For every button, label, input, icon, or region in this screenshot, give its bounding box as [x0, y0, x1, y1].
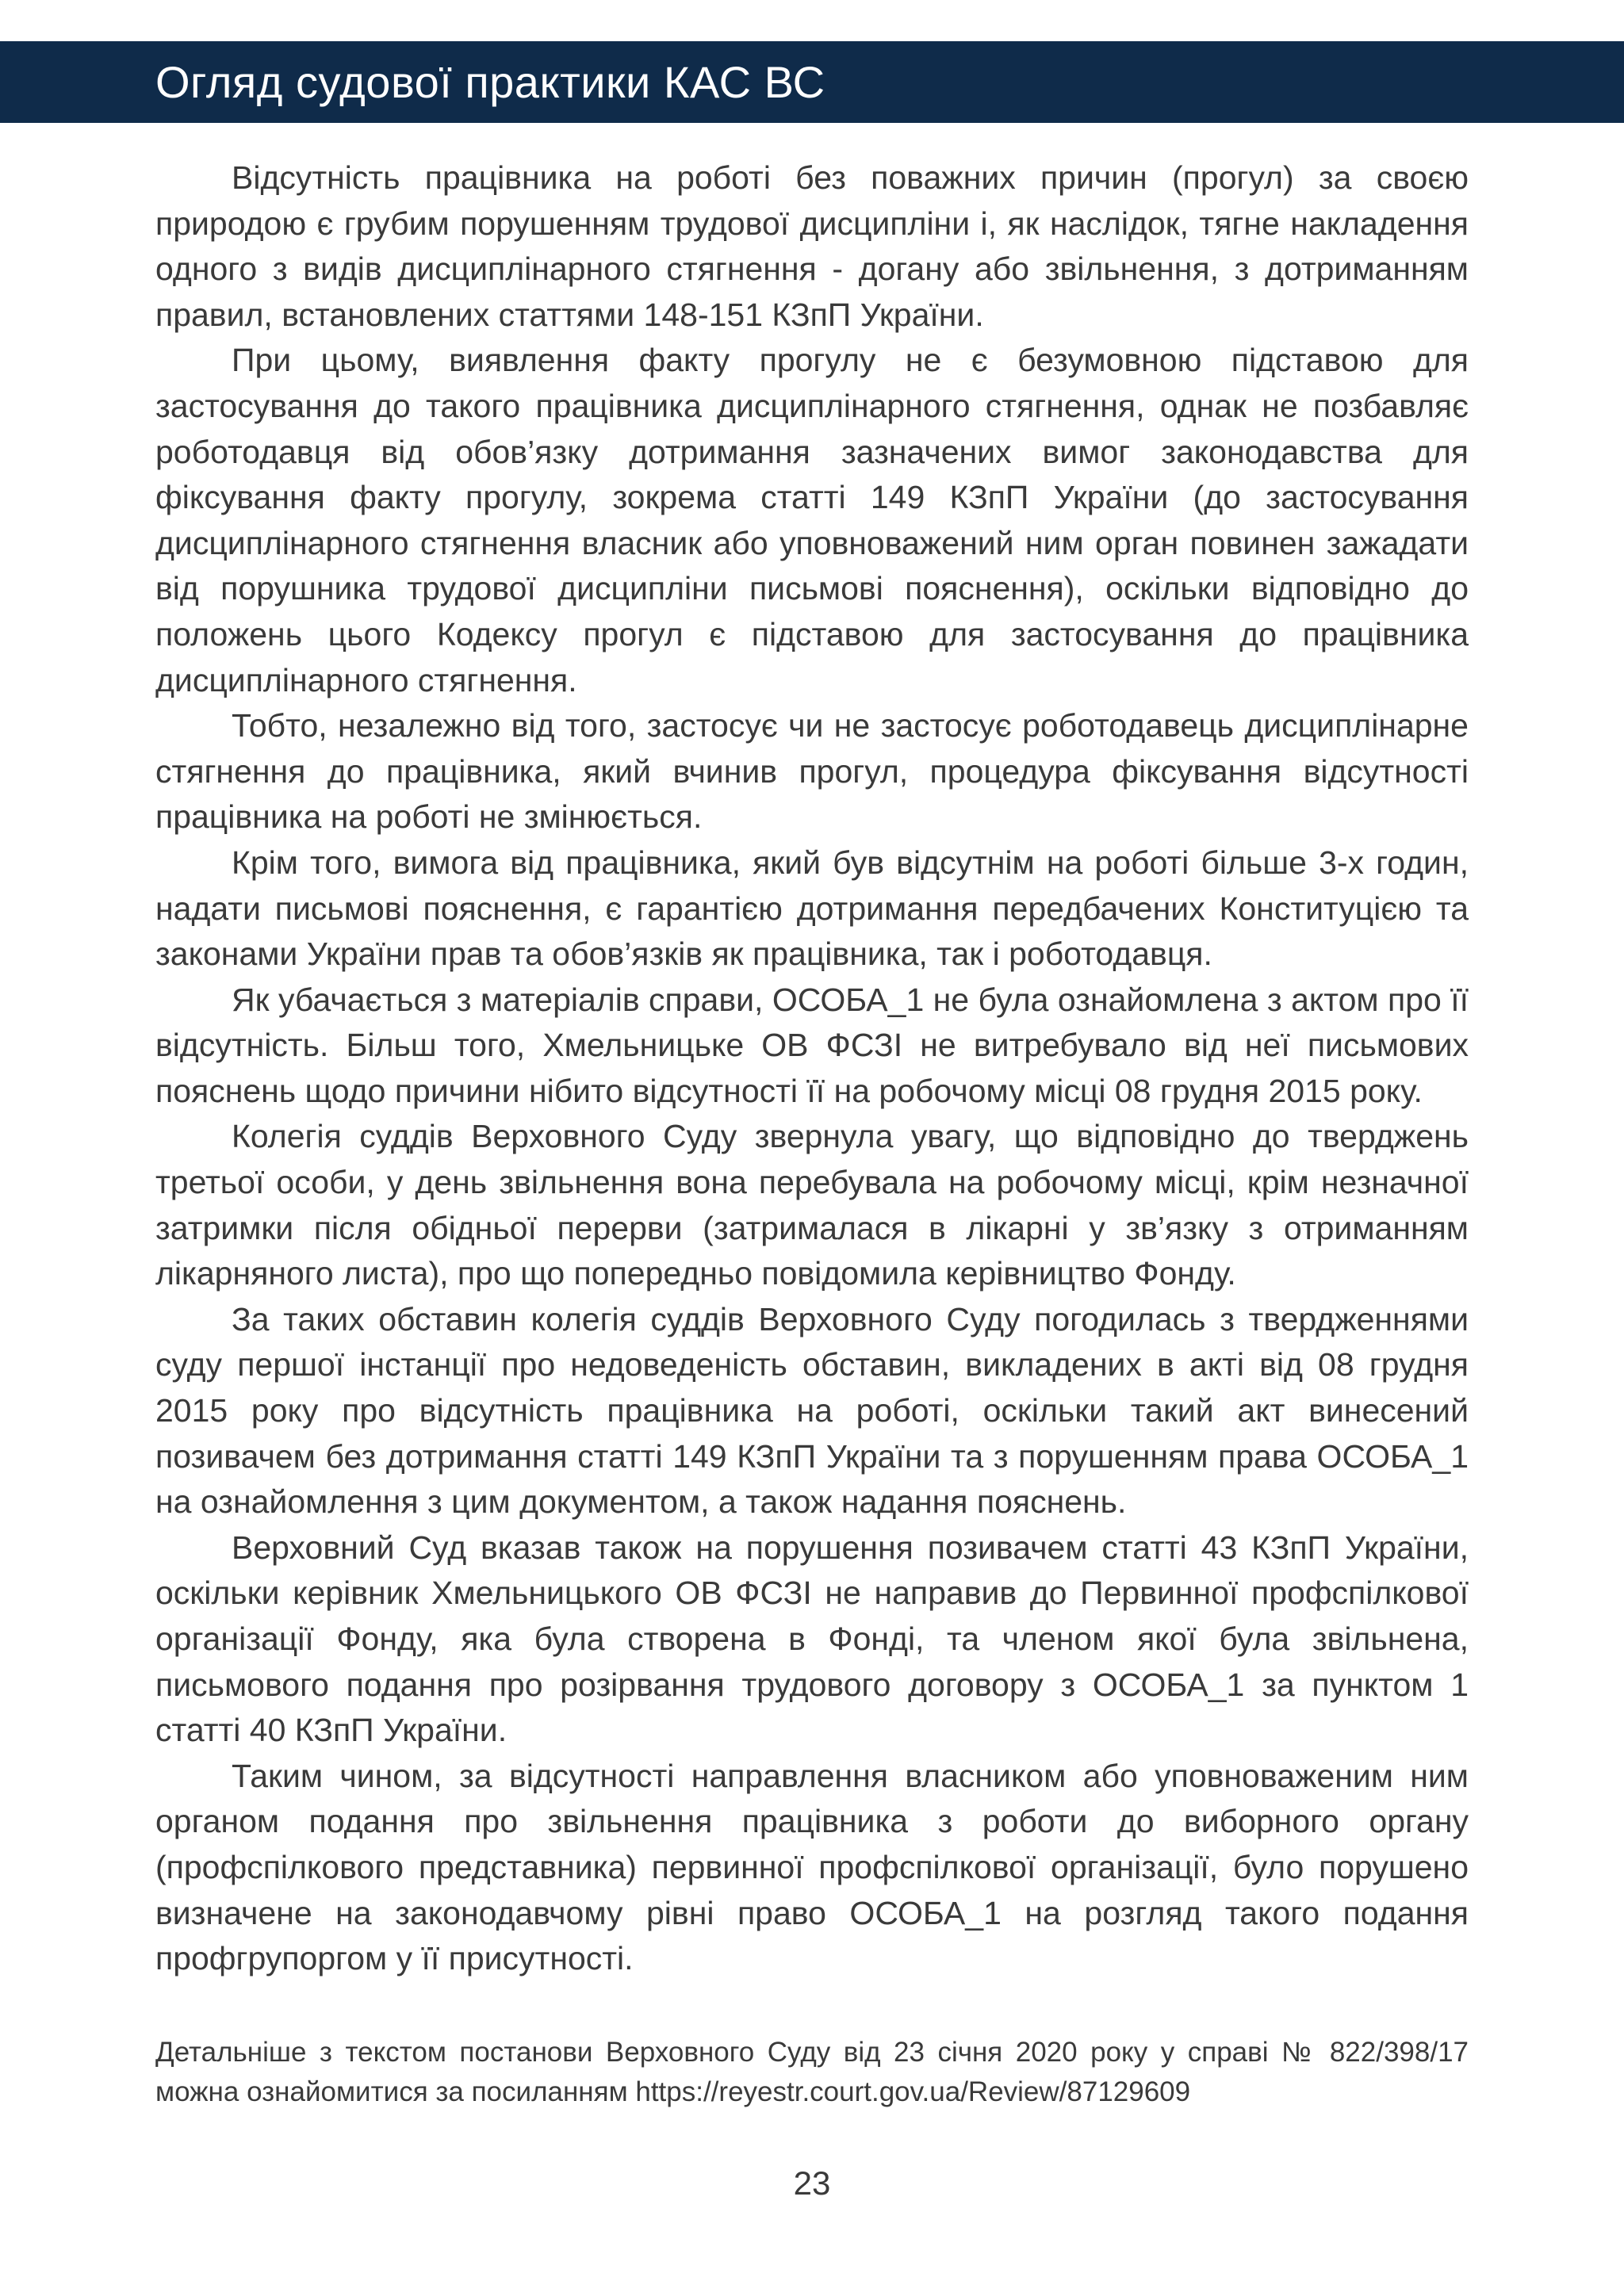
- paragraph: Верховний Суд вказав також на порушення позивачем статті 43 КЗпП України, оскільки керівник Хмельницького ОВ ФСЗІ не направив до Первинної профспілкової організації Фонду, яка була створена в Фонді, та членом якої була звільнена, письмового подання про розірвання трудового договору з ОСОБА_1 за пунктом 1 статті 40 КЗпП України.: [155, 1529, 1469, 1749]
- paragraph: Колегія суддів Верховного Суду звернула увагу, що відповідно до тверджень третьої особи, у день звільнення вона перебувала на робочому місці, крім незначної затримки після обідньої перерви (затрималася в лікарні у зв’язку з отриманням лікарняного листа), про що попередньо повідомила керівництво Фонду.: [155, 1118, 1469, 1292]
- footnote: Детальніше з текстом постанови Верховного Суду від 23 січня 2020 року у справі № 822/398/17 можна ознайомитися за посиланням https://reyestr.court.gov.ua/Review/87129609: [155, 2037, 1469, 2107]
- paragraph: Крім того, вимога від працівника, який був відсутнім на роботі більше 3-х годин, надати письмові пояснення, є гарантією дотримання передбачених Конституцією та законами України прав та обов’язків як працівника, так і роботодавця.: [155, 844, 1469, 973]
- header-title: Огляд судової практики КАС ВС: [155, 57, 825, 107]
- page-number: 23: [793, 2164, 831, 2202]
- page-header: [0, 41, 1624, 123]
- paragraph: Як убачається з матеріалів справи, ОСОБА_1 не була ознайомлена з актом про її відсутність. Більш того, Хмельницьке ОВ ФСЗІ не витребувало від неї письмових пояснень щодо причини нібито відсутності її на робочому місці 08 грудня 2015 року.: [155, 981, 1469, 1109]
- paragraph: Відсутність працівника на роботі без поважних причин (прогул) за своєю природою є грубим порушенням трудової дисципліни і, як наслідок, тягне накладення одного з видів дисциплінарного стягнення - догану або звільнення, з дотриманням правил, встановлених статтями 148-151 КЗпП України.: [155, 159, 1469, 333]
- body-text: [155, 155, 1469, 1982]
- paragraph: При цьому, виявлення факту прогулу не є безумовною підставою для застосування до такого працівника дисциплінарного стягнення, однак не позбавляє роботодавця від обов’язку дотримання зазначених вимог законодавства для фіксування факту прогулу, зокрема статті 149 КЗпП України (до застосування дисциплінарного стягнення власник або уповноважений ним орган повинен зажадати від порушника трудової дисципліни письмові пояснення), оскільки відповідно до положень цього Кодексу прогул є підставою для застосування до працівника дисциплінарного стягнення.: [155, 342, 1469, 698]
- paragraph: Тобто, незалежно від того, застосує чи не застосує роботодавець дисциплінарне стягнення до працівника, який вчинив прогул, процедура фіксування відсутності працівника на роботі не змінюється.: [155, 707, 1469, 836]
- paragraph: За таких обставин колегія суддів Верховного Суду погодилась з твердженнями суду першої інстанції про недоведеність обставин, викладених в акті від 08 грудня 2015 року про відсутність працівника на роботі, оскільки такий акт винесений позивачем без дотримання статті 149 КЗпП України та з порушенням права ОСОБА_1 на ознайомлення з цим документом, а також надання пояснень.: [155, 1300, 1469, 1521]
- paragraph: Таким чином, за відсутності направлення власником або уповноваженим ним органом подання про звільнення працівника з роботи до виборного органу (профспілкового представника) первинної профспілкової організації, було порушено визначене на законодавчому рівні право ОСОБА_1 на розгляд такого подання профгрупоргом у її присутності.: [155, 1757, 1469, 1977]
